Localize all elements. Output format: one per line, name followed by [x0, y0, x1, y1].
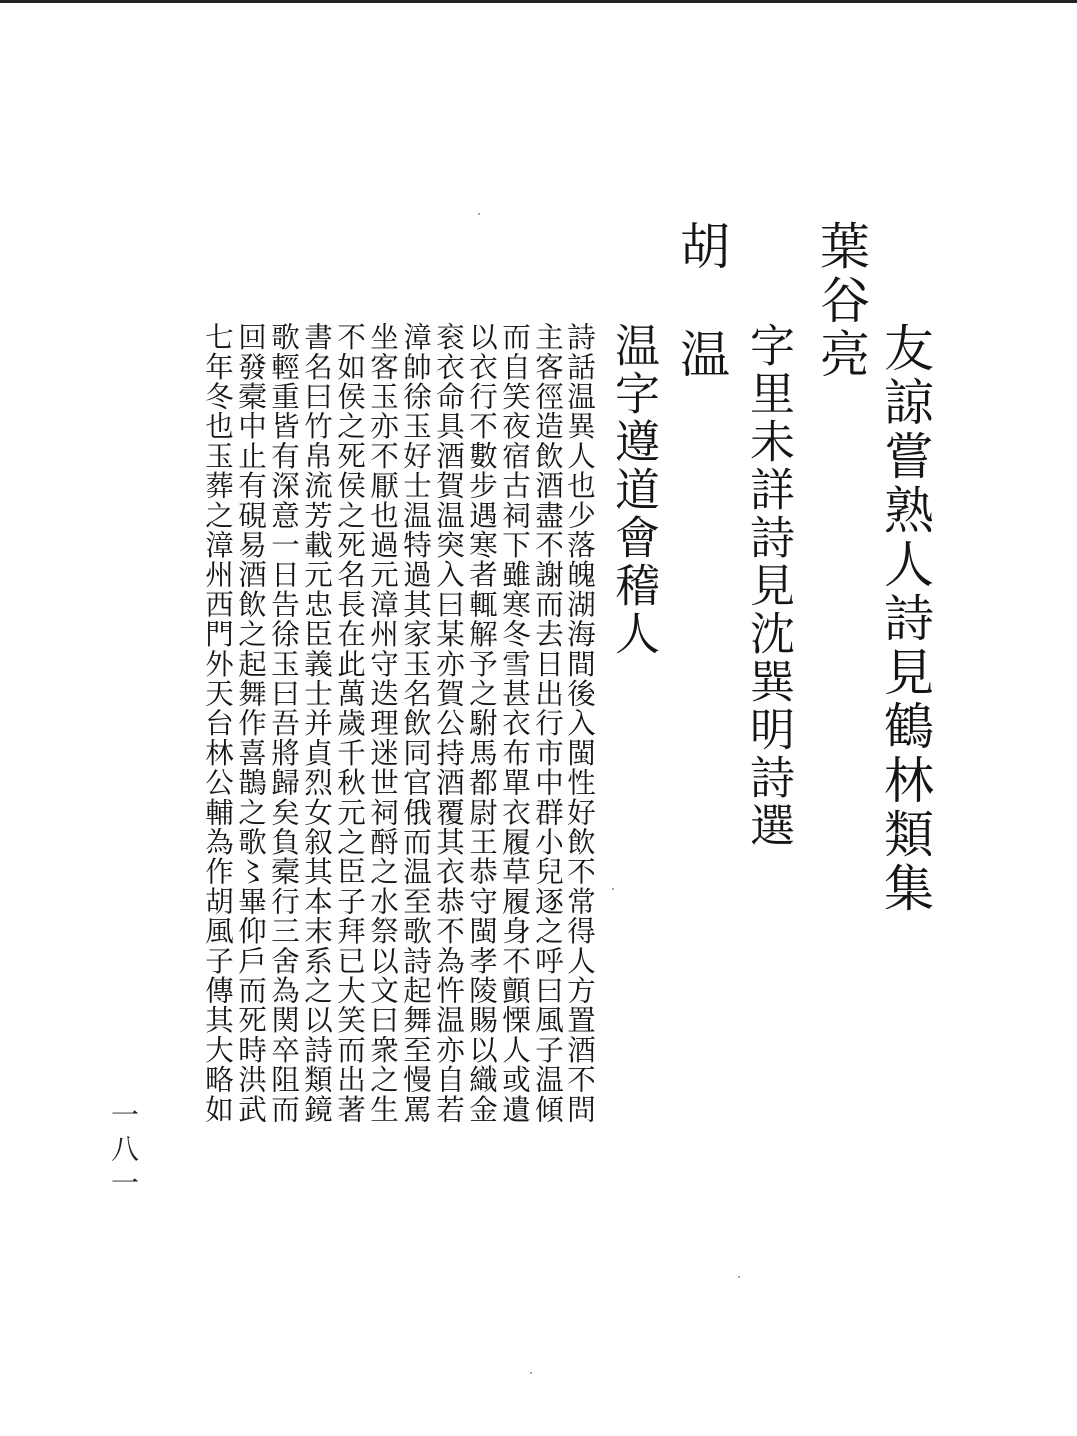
top-border-rule	[0, 0, 1077, 3]
body-column-7: 坐客玉亦不厭也過元漳州守迭理迷世祠酹之水祭以文曰衆之生	[366, 322, 399, 1124]
entry-name-ye-guliang: 葉谷亮	[812, 220, 870, 382]
title-column: 友諒嘗熟人詩見鶴林類集	[876, 322, 934, 916]
body-column-9: 書名曰竹帛流芳載元忠臣義士并貞烈女叙其本末系之以詩類鏡	[300, 322, 333, 1124]
body-column-10: 歌輕重皆有深意一日告徐玉曰吾將歸矣負槖行三舍為関卒阻而	[267, 322, 300, 1124]
body-column-5: 衮衣命具酒賀温突入曰某亦賀公持酒覆其衣恭不為忤温亦自若	[432, 322, 465, 1124]
body-column-12: 七年冬也玉葬之漳州西門外天台林公輔為作胡風子傳其大略如	[201, 322, 234, 1124]
entry-name-hu-wen: 胡 温	[672, 220, 730, 382]
entry-note-hu-wen: 温字遵道會稽人	[607, 322, 660, 658]
body-column-3: 而自笑夜宿古祠下雖寒冬雪甚衣布單衣履草履身不顫慄人或遺	[498, 322, 531, 1124]
entry-note-ye-guliang: 字里未詳詩見沈巽明詩選	[742, 322, 795, 850]
scan-speck	[738, 1276, 740, 1278]
body-column-2: 主客徑造飲酒盡不謝而去日出行市中群小兒逐之呼曰風子温傾	[531, 322, 564, 1124]
scan-speck	[478, 213, 480, 215]
scan-speck	[530, 1372, 532, 1374]
body-column-1: 詩話温異人也少落魄湖海間後入閩性好飲不常得人方置酒不問	[563, 322, 596, 1124]
page-number: 一八一	[107, 1100, 140, 1202]
body-column-4: 以衣行不數步遇寒者輒解予之駙馬都尉王恭守閩孝陵賜以織金	[465, 322, 498, 1124]
body-column-6: 漳帥徐玉好士温特過其家玉名飲同官俄而温至歌詩起舞至慢罵	[399, 322, 432, 1124]
body-column-8: 不如侯之死侯之死名長在此萬歲千秋元之臣子拜已大笑而出著	[333, 322, 366, 1124]
scan-speck	[612, 888, 614, 890]
body-column-11: 回發槖中止有硯易酒飲之起舞作喜鵲之歌〻畢仰戶而死時洪武	[234, 322, 267, 1124]
